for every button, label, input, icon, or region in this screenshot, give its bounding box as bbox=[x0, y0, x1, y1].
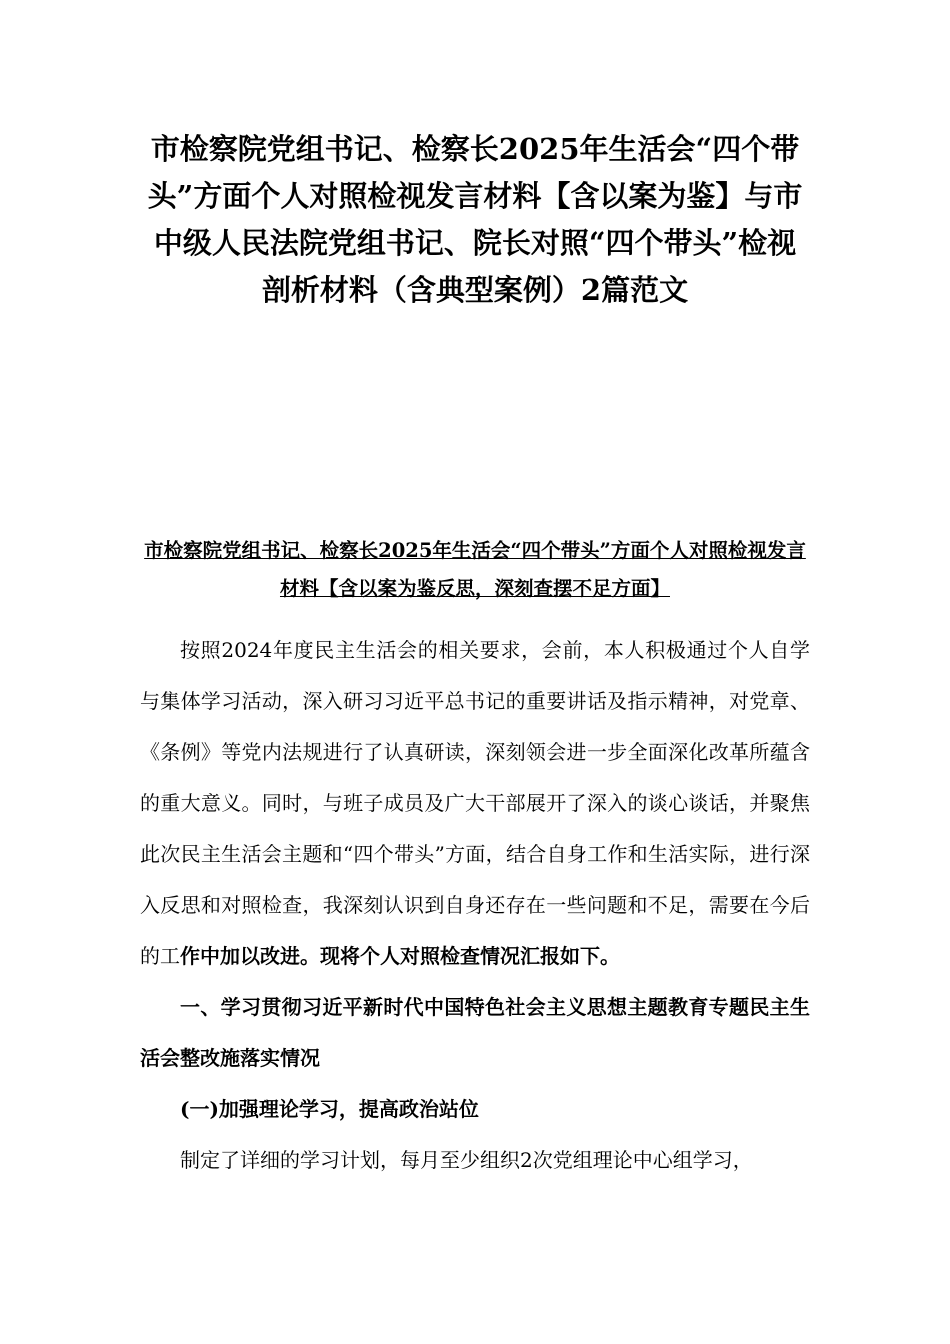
section-heading-1: 一、学习贯彻习近平新时代中国特色社会主义思想主题教育专题民主生活会整改施落实情况 bbox=[140, 995, 810, 1070]
intro-text: 按照2024年度民主生活会的相关要求，会前，本人积极通过个人自学与集体学习活动，深入研习习近平总书记的重要讲话及指示精神，对党章、《条例》等党内法规进行了认真研读，深刻领会进一步全面深化改革所蕴含的重大意义。同时，与班子成员及广大干部展开了深入的谈心谈话，并聚焦此次民主生活会主题和“四个带头”方面，结合自身工作和生活实际，进行深入反思和对照检查，我深刻认识到自身还存在一些问题和不足，需要在今后的工 bbox=[140, 638, 810, 968]
document-body bbox=[140, 625, 810, 1186]
section-title: 市检察院党组书记、检察长2025年生活会“四个带头”方面个人对照检视发言材料【含以案为鉴反思，深刻查摆不足方面】 bbox=[144, 539, 806, 600]
intro-bold-text: 作中加以改进。现将个人对照检查情况汇报如下。 bbox=[180, 944, 620, 968]
intro-paragraph bbox=[140, 625, 810, 982]
document-title: 市检察院党组书记、检察长2025年生活会“四个带头”方面个人对照检视发言材料【含以案为鉴】与市中级人民法院党组书记、院长对照“四个带头”检视剖析材料（含典型案例）2篇范文 bbox=[147, 132, 803, 307]
subsection-heading-1: (一)加强理论学习，提高政治站位 bbox=[180, 1097, 479, 1121]
subsection-paragraph-1: 制定了详细的学习计划，每月至少组织2次党组理论中心组学习， bbox=[180, 1148, 753, 1172]
